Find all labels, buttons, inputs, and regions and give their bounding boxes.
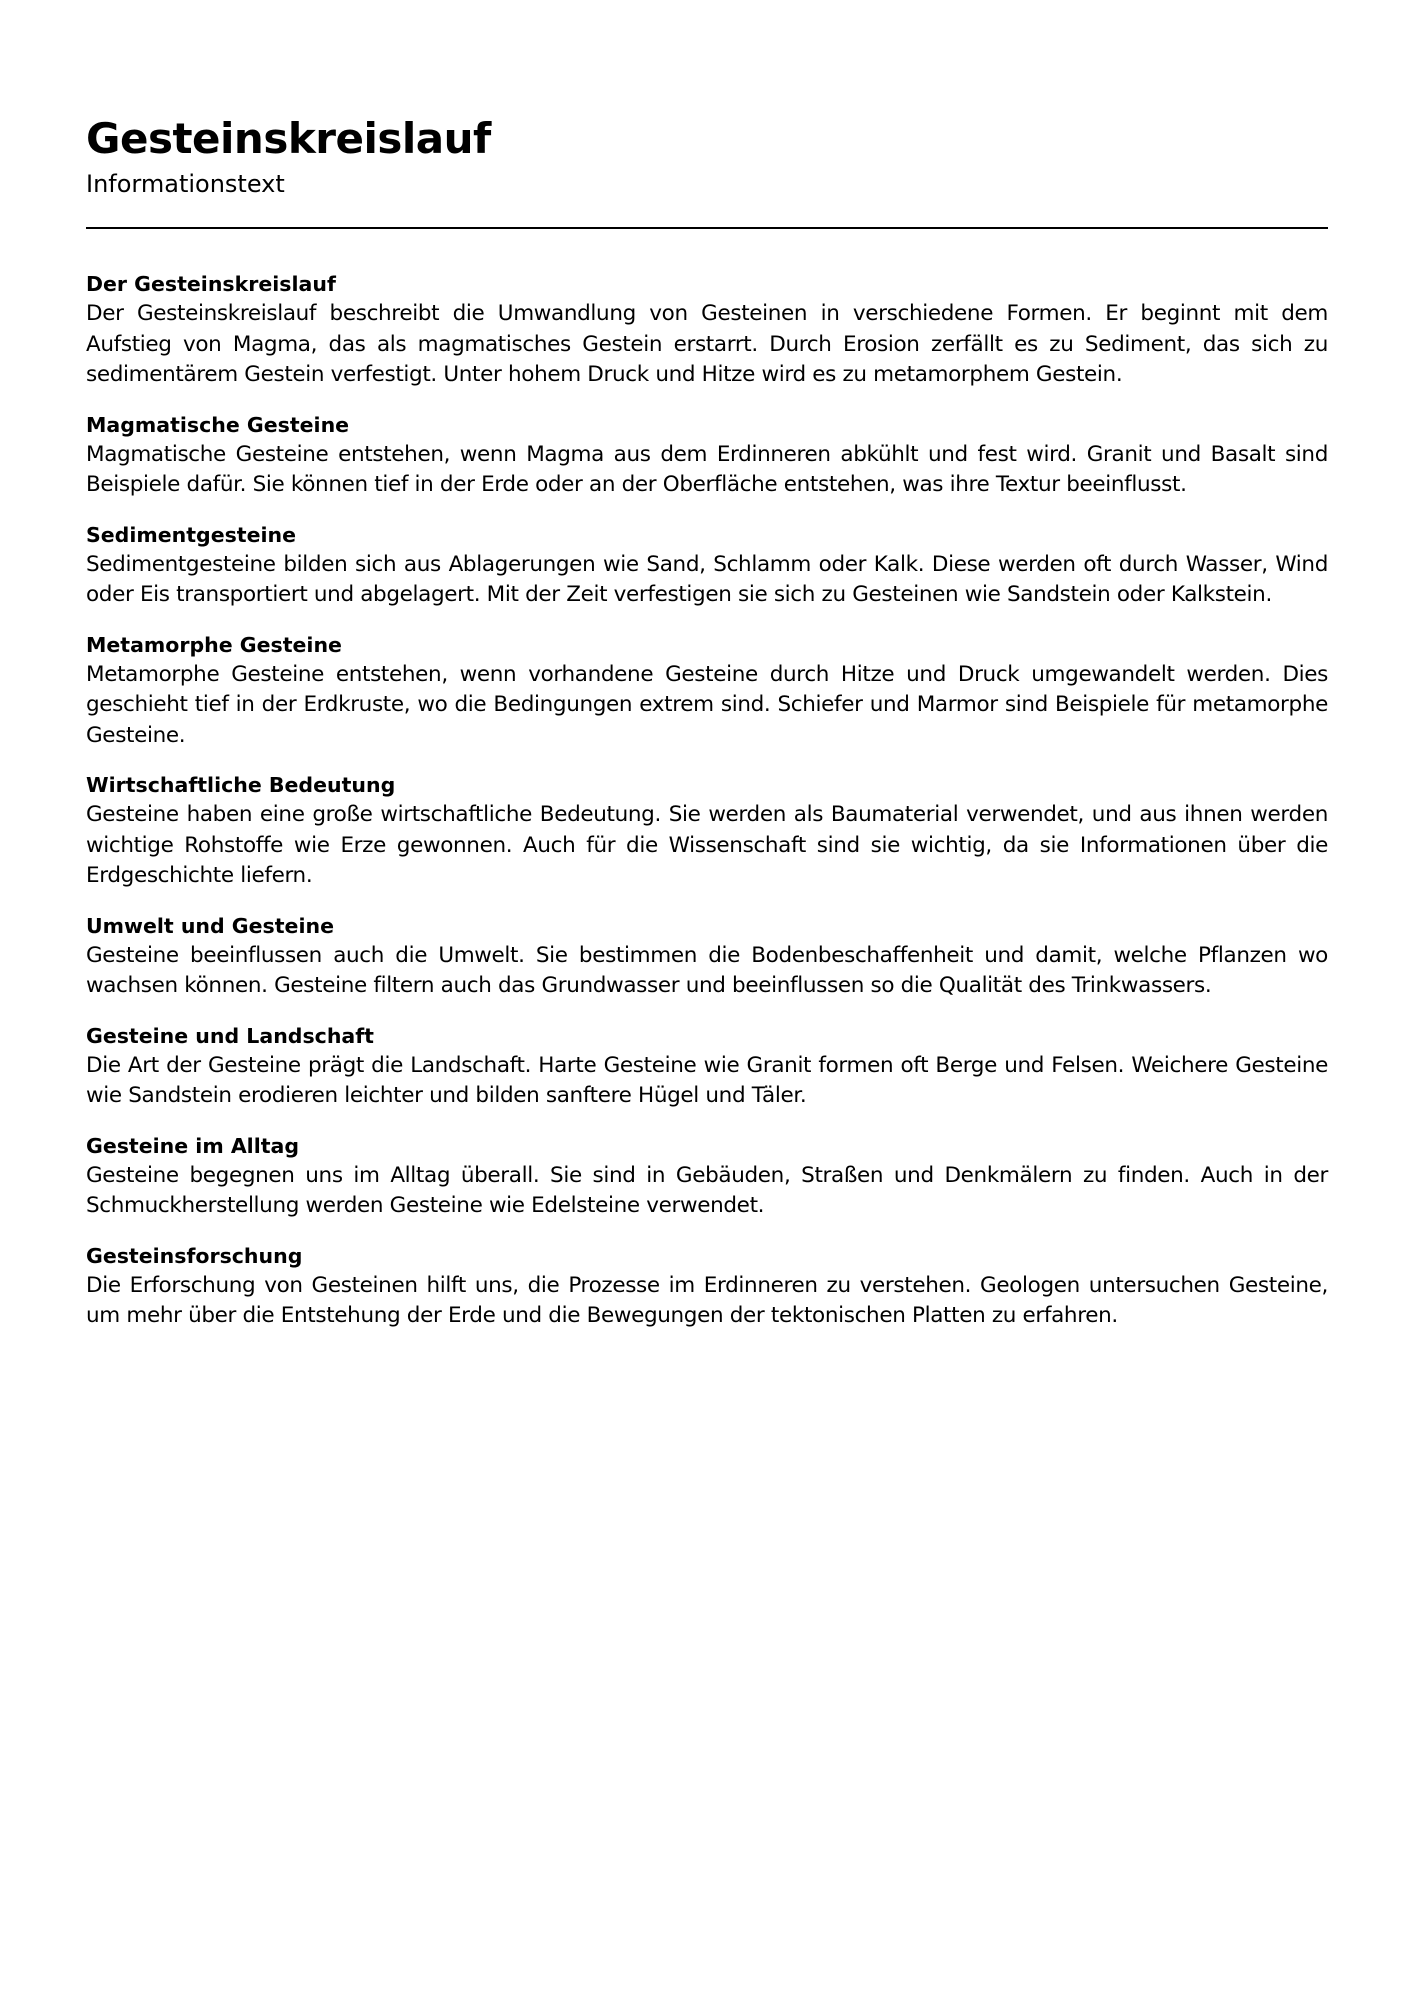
section-body: Der Gesteinskreislauf beschreibt die Umwandlung von Gesteinen in verschiedene Formen. Er beginnt mit dem Aufstieg von Magma, das als magmatisches Gestein erstarrt. Durch Erosion zerfällt es zu Sediment, das sich zu sedimentärem Gestein verfestigt. Unter hohem Druck und Hitze wird es zu metamorphem Gestein. <box>86 301 1328 387</box>
section-body: Gesteine beeinflussen auch die Umwelt. Sie bestimmen die Bodenbeschaffenheit und damit, welche Pflanzen wo wachsen können. Gesteine filtern auch das Grundwasser und beeinflussen so die Qualität des Trinkwassers. <box>86 942 1328 998</box>
section-heading: Magmatische Gesteine <box>86 412 350 437</box>
section-body: Gesteine haben eine große wirtschaftliche Bedeutung. Sie werden als Baumaterial verwendet, und aus ihnen werden wichtige Rohstoffe wie Erze gewonnen. Auch für die Wissenschaft sind sie wichtig, da sie Informationen über die Erdgeschichte liefern. <box>86 802 1328 888</box>
section-gesteinsforschung <box>86 1241 1328 1332</box>
section-body: Die Art der Gesteine prägt die Landschaft. Harte Gesteine wie Granit formen oft Berge und Felsen. Weichere Gesteine wie Sandstein erodieren leichter und bilden sanftere Hügel und Täler. <box>86 1052 1328 1108</box>
section-body: Sedimentgesteine bilden sich aus Ablagerungen wie Sand, Schlamm oder Kalk. Diese werden oft durch Wasser, Wind oder Eis transportiert und abgelagert. Mit der Zeit verfestigen sie sich zu Gesteinen wie Sandstein oder Kalkstein. <box>86 551 1328 607</box>
section-heading: Wirtschaftliche Bedeutung <box>86 773 396 797</box>
section-wirtschaftliche-bedeutung <box>86 770 1328 892</box>
section-heading: Gesteinsforschung <box>86 1243 303 1268</box>
document-subtitle: Informationstext <box>86 170 285 198</box>
section-heading: Umwelt und Gesteine <box>86 913 334 938</box>
sections-container <box>86 269 1328 1332</box>
section-gesteinskreislauf <box>86 269 1328 391</box>
section-metamorphe-gesteine <box>86 630 1328 752</box>
section-body: Metamorphe Gesteine entstehen, wenn vorhandene Gesteine durch Hitze und Druck umgewandelt werden. Dies geschieht tief in der Erdkruste, wo die Bedingungen extrem sind. Schiefer und Marmor sind Beispiele für metamorphe Gesteine. <box>86 661 1328 748</box>
section-heading: Sedimentgesteine <box>86 522 297 547</box>
document-title: Gesteinskreislauf <box>86 114 491 163</box>
section-heading: Metamorphe Gesteine <box>86 632 342 657</box>
section-heading: Der Gesteinskreislauf <box>86 272 336 296</box>
section-body: Die Erforschung von Gesteinen hilft uns, die Prozesse im Erdinneren zu verstehen. Geologen untersuchen Gesteine, um mehr über die Entstehung der Erde und die Bewegungen der tektonischen Platten zu erfahren. <box>86 1272 1328 1328</box>
section-umwelt-und-gesteine <box>86 911 1328 1002</box>
section-sedimentgesteine <box>86 520 1328 611</box>
section-body: Gesteine begegnen uns im Alltag überall. Sie sind in Gebäuden, Straßen und Denkmälern zu finden. Auch in der Schmuckherstellung werden Gesteine wie Edelsteine verwendet. <box>86 1162 1328 1218</box>
section-heading: Gesteine und Landschaft <box>86 1023 374 1048</box>
section-gesteine-und-landschaft <box>86 1021 1328 1112</box>
section-heading: Gesteine im Alltag <box>86 1133 300 1158</box>
section-body: Magmatische Gesteine entstehen, wenn Magma aus dem Erdinneren abkühlt und fest wird. Granit und Basalt sind Beispiele dafür. Sie können tief in der Erde oder an der Oberfläche entstehen, was ihre Textur beeinflusst. <box>86 441 1328 497</box>
section-gesteine-im-alltag <box>86 1131 1328 1222</box>
title-divider <box>86 227 1328 229</box>
section-magmatische-gesteine <box>86 410 1328 501</box>
